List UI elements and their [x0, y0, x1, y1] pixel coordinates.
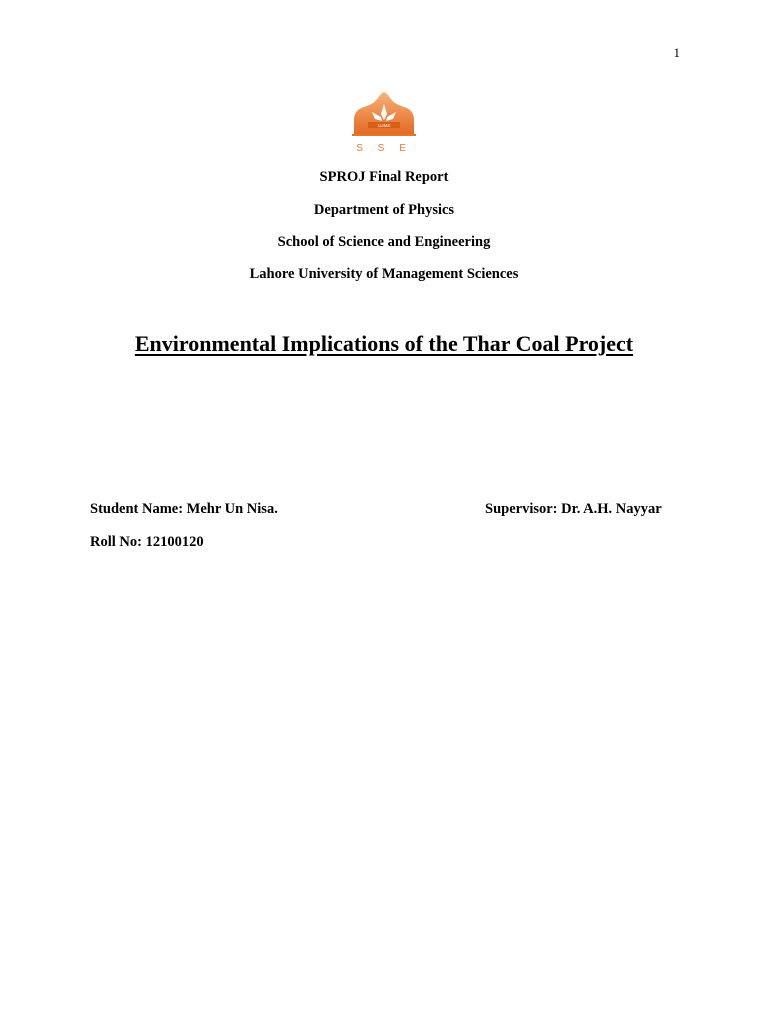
- sse-logo-icon: [348, 90, 420, 154]
- school: School of Science and Engineering: [277, 234, 491, 250]
- university: Lahore University of Management Sciences: [249, 266, 519, 282]
- logo-text: LUMS: [377, 123, 391, 128]
- report-type: SPROJ Final Report: [319, 169, 449, 185]
- document-title: Environmental Implications of the Thar Coal Project: [134, 331, 634, 356]
- logo-letters: S S E: [356, 143, 412, 154]
- supervisor: Supervisor: Dr. A.H. Nayyar: [485, 501, 662, 517]
- page-number: 1: [673, 45, 680, 60]
- department: Department of Physics: [313, 202, 455, 218]
- student-name: Student Name: Mehr Un Nisa.: [90, 501, 278, 517]
- roll-number: Roll No: 12100120: [90, 534, 204, 550]
